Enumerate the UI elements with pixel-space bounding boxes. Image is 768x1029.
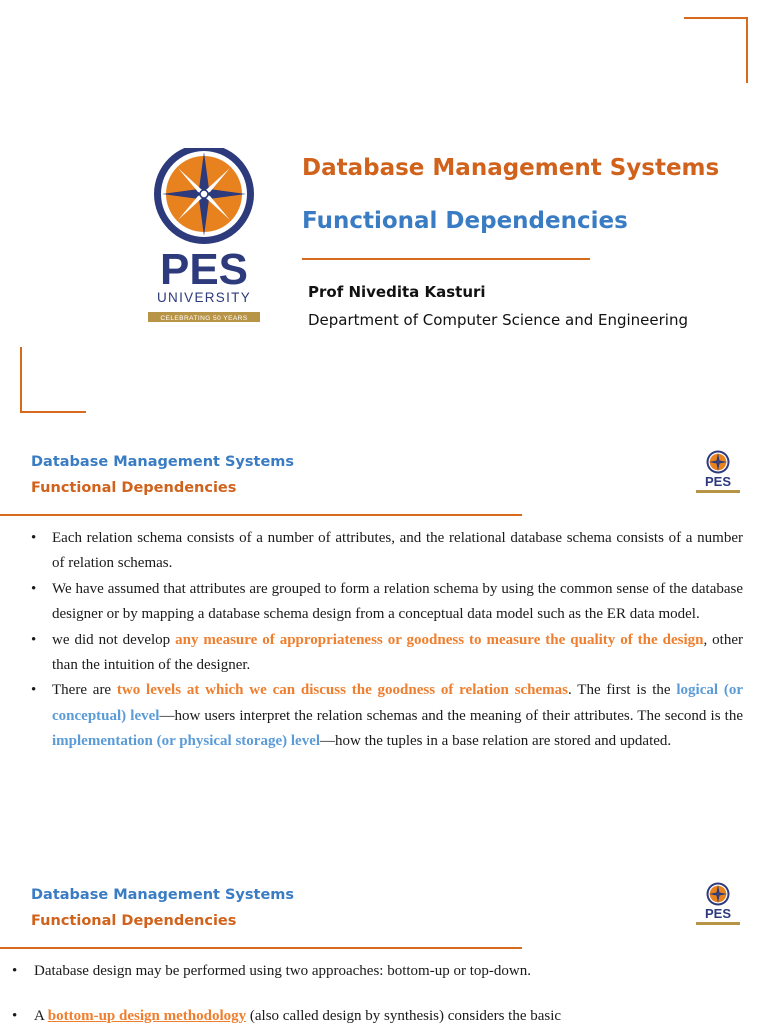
slide3-header-divider: [0, 947, 522, 949]
highlight-logical-level: logical (or conceptual) level: [52, 682, 743, 724]
slide2-header-topic: Functional Dependencies: [31, 480, 237, 496]
corner-bracket-top-right: [684, 17, 748, 83]
svg-text:UNIVERSITY: UNIVERSITY: [156, 290, 252, 305]
bullet-item: • we did not develop any measure of appropriateness or goodness to measure the quality of the design, other than the intuition of the designer.: [31, 628, 743, 679]
slide2-header-divider: [0, 514, 522, 516]
slide2-bullet-list: [31, 526, 743, 755]
bullet-item: • We have assumed that attributes are grouped to form a relation schema by using the common sense of the database designer or by mapping a database schema design from a conceptual data model such as the ER data model.: [31, 577, 743, 628]
pes-small-logo: [692, 450, 744, 496]
bullet-item: • Database design may be performed using two approaches: bottom-up or top-down.: [12, 959, 743, 984]
bullet-item: • A bottom-up design methodology (also called design by synthesis) considers the basic: [12, 1004, 743, 1029]
pes-small-logo: [692, 882, 744, 928]
department-name: Department of Computer Science and Engineering: [308, 311, 689, 329]
pes-university-logo: [140, 148, 268, 328]
highlight-quality-measure: any measure of appropriateness or goodness to measure the quality of the design: [175, 631, 704, 648]
course-title: Database Management Systems: [302, 155, 720, 181]
highlight-bottom-up: bottom-up design methodology: [47, 1008, 247, 1024]
svg-text:PES: PES: [704, 474, 732, 489]
highlight-implementation-level: implementation (or physical storage) level: [52, 733, 321, 750]
slide3-header-topic: Functional Dependencies: [31, 913, 237, 929]
slide3-header-course: Database Management Systems: [31, 887, 295, 903]
svg-text:CELEBRATING 50 YEARS: CELEBRATING 50 YEARS: [160, 315, 248, 322]
slide3-bullet-list: [12, 959, 743, 1029]
professor-name: Prof Nivedita Kasturi: [308, 283, 486, 301]
topic-title: Functional Dependencies: [302, 208, 628, 234]
title-divider: [302, 258, 590, 260]
slide2-header-course: Database Management Systems: [31, 454, 295, 470]
highlight-two-levels: two levels at which we can discuss the goodness of relation schemas: [116, 682, 569, 699]
bullet-item: • There are two levels at which we can discuss the goodness of relation schemas. The first is the logical (or conceptual) level—how users interpret the relation schemas and the meaning of their attributes. The second is the implementation (or physical storage) level—how the tuples in a base relation are stored and updated.: [31, 678, 743, 754]
corner-bracket-bottom-left: [20, 347, 86, 413]
bullet-item: • Each relation schema consists of a number of attributes, and the relational database schema consists of a number of relation schemas.: [31, 526, 743, 577]
svg-text:PES: PES: [159, 245, 249, 294]
svg-text:PES: PES: [704, 906, 732, 921]
